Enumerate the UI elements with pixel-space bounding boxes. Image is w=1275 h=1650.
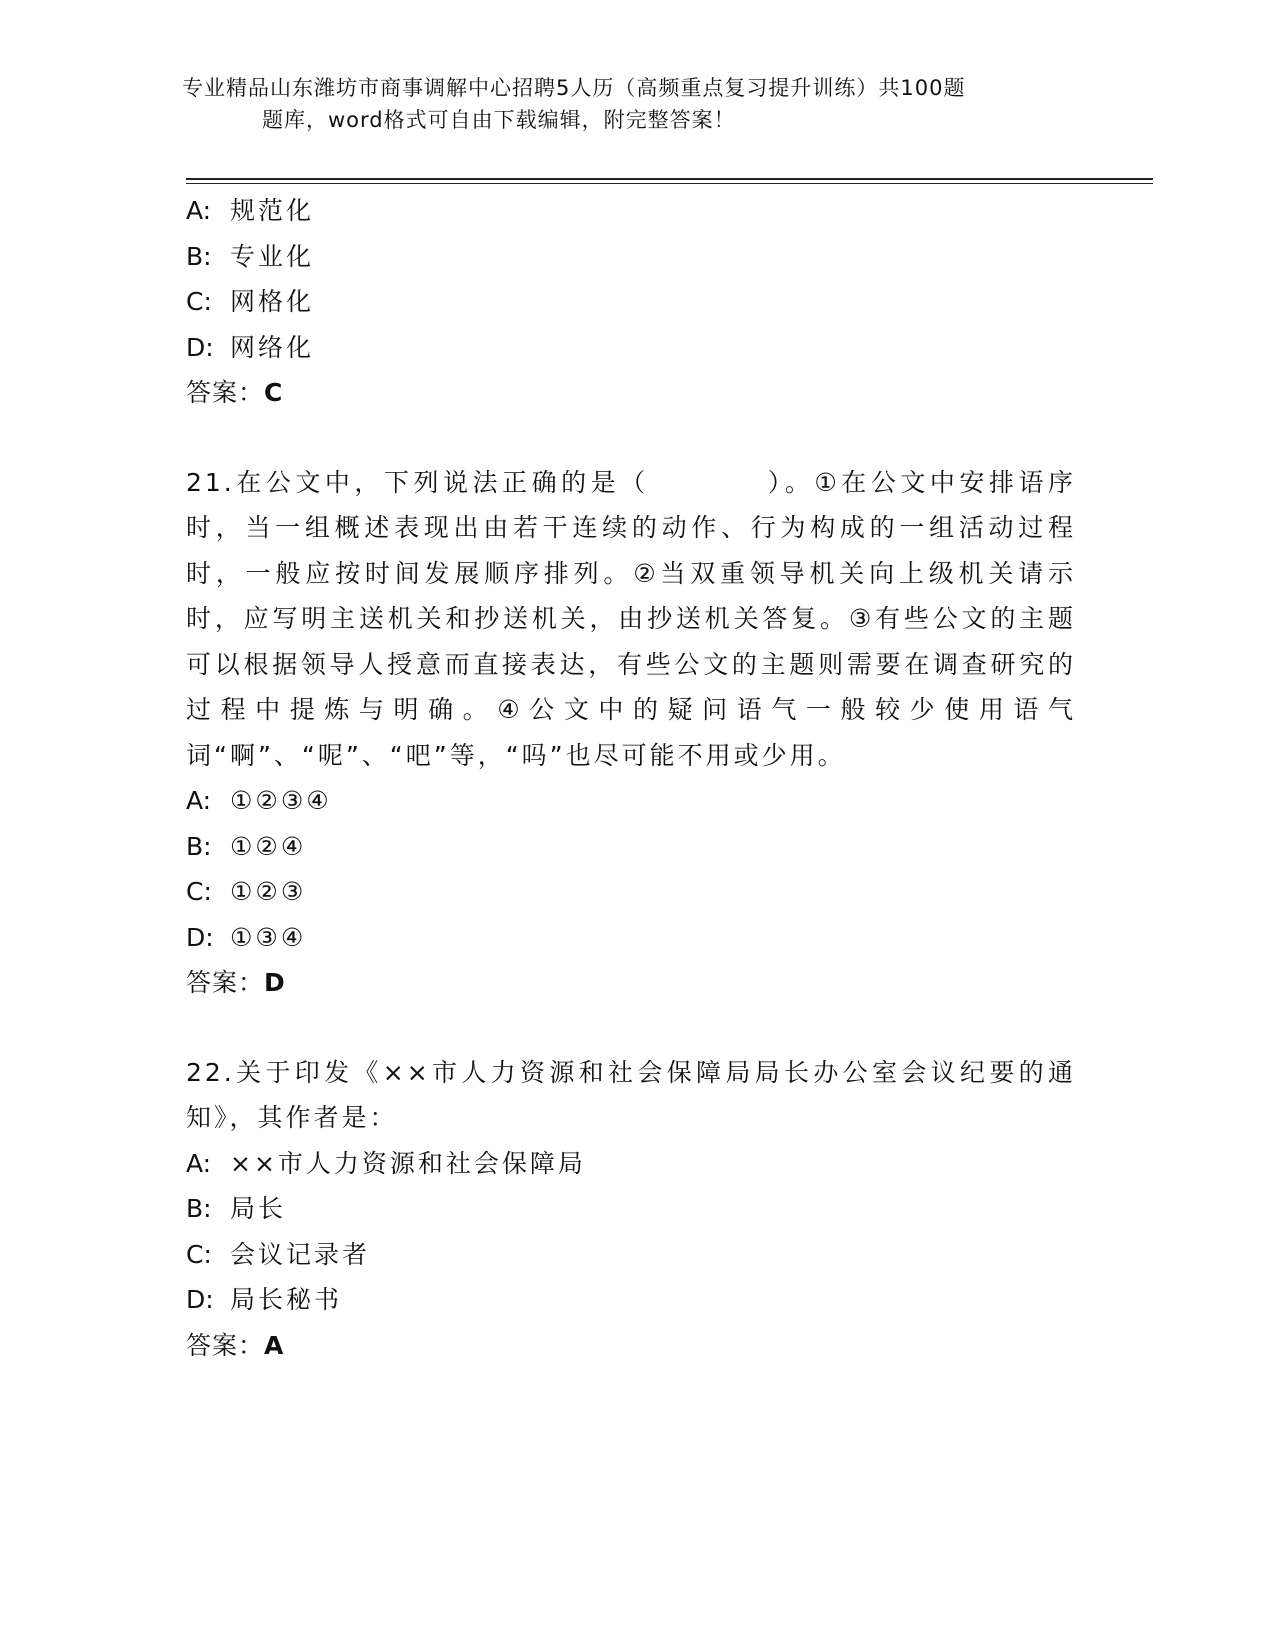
document-body	[186, 188, 1086, 1368]
header-divider-thin	[186, 183, 1153, 184]
question-stem: 21.在公文中，下列说法正确的是（ ）。①在公文中安排语序时，当一组概述表现出由若干连续的动作、行为构成的一组活动过程时，一般应按时间发展顺序排列。②当双重领导机关向上级机关请示时，应写明主送机关和抄送机关，由抄送机关答复。③有些公文的主题可以根据领导人授意而直接表达，有些公文的主题则需要在调查研究的过程中提炼与明确。④公文中的疑问语气一般较少使用语气词“啊”、“呢”、“吧”等，“吗”也尽可能不用或少用。	[186, 467, 1076, 770]
option-d: D: 网络化	[186, 332, 315, 362]
option-a: A: ①②③④	[186, 786, 332, 815]
question-22	[186, 1050, 1086, 1369]
option-c: C: ①②③	[186, 877, 307, 906]
page-header	[182, 72, 1082, 136]
option-c: C: 会议记录者	[186, 1239, 371, 1269]
header-divider	[186, 178, 1153, 180]
answer-line: 答案：C	[186, 378, 284, 407]
option-b: B: 局长	[186, 1194, 287, 1223]
answer-line: 答案：A	[186, 1330, 285, 1360]
option-d: D: ①③④	[186, 922, 307, 952]
header-title-line2: 题库，word格式可自由下载编辑，附完整答案！	[262, 108, 736, 132]
answer-line: 答案：D	[186, 968, 286, 997]
option-a: A: 规范化	[186, 196, 315, 225]
header-title-line1: 专业精品山东潍坊市商事调解中心招聘5人历（高频重点复习提升训练）共100题	[182, 76, 966, 100]
option-b: B: ①②④	[186, 831, 307, 861]
option-c: C: 网格化	[186, 287, 315, 316]
question-20	[186, 188, 1086, 416]
question-21	[186, 460, 1086, 1006]
option-d: D: 局长秘书	[186, 1285, 343, 1314]
option-b: B: 专业化	[186, 241, 315, 271]
question-stem: 22.关于印发《××市人力资源和社会保障局局长办公室会议纪要的通知》，其作者是：	[186, 1057, 1076, 1132]
option-a: A: ××市人力资源和社会保障局	[186, 1148, 586, 1178]
